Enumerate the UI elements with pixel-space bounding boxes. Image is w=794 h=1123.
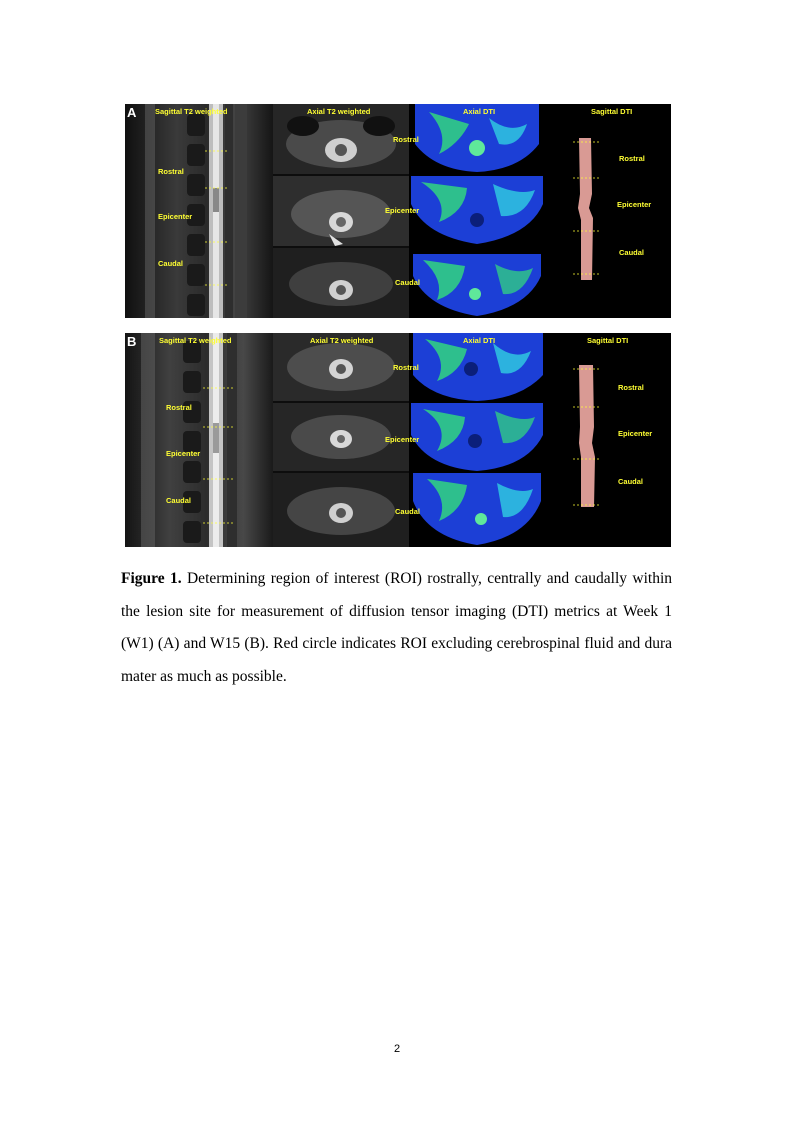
axial-dti-images [385, 104, 545, 318]
header-sagittal-t2: Sagittal T2 weighted [159, 336, 232, 345]
figure-panel-b [125, 333, 671, 547]
caption-text: Determining region of interest (ROI) rostrally, centrally and caudally within the lesion site for measurement of diffusion tensor imaging (DTI) metrics at Week 1 (W1) (A) and W15 (B). Red circle indicates ROI excluding cerebrospinal fluid and dura mater as much as possible. [121, 570, 673, 685]
header-axial-dti: Axial DTI [463, 107, 496, 116]
figure-caption [121, 563, 672, 693]
panel-letter: A [127, 105, 137, 120]
axial-dti-images [385, 333, 545, 547]
label-epicenter-axial: Epicenter [385, 435, 420, 444]
label-caudal-axial: Caudal [395, 507, 421, 516]
label-caudal: Caudal [158, 259, 184, 268]
page-number: 2 [393, 1043, 401, 1055]
label-epicenter-sdti: Epicenter [618, 429, 653, 438]
caption-label: Figure 1. [121, 570, 182, 587]
sagittal-t2-image [125, 333, 273, 547]
label-epicenter-axial: Epicenter [385, 206, 420, 215]
label-rostral: Rostral [166, 403, 192, 412]
label-epicenter: Epicenter [166, 449, 201, 458]
label-rostral-sdti: Rostral [619, 154, 645, 163]
figure-panel-a [125, 104, 671, 318]
header-sagittal-dti: Sagittal DTI [591, 107, 633, 116]
label-caudal: Caudal [166, 496, 192, 505]
label-caudal-sdti: Caudal [618, 477, 644, 486]
header-sagittal-dti: Sagittal DTI [587, 336, 629, 345]
label-epicenter-sdti: Epicenter [617, 200, 652, 209]
label-rostral-sdti: Rostral [618, 383, 644, 392]
header-axial-t2: Axial T2 weighted [307, 107, 371, 116]
label-rostral: Rostral [158, 167, 184, 176]
panel-letter: B [127, 334, 137, 349]
header-sagittal-t2: Sagittal T2 weighted [155, 107, 228, 116]
label-rostral-axial: Rostral [393, 363, 419, 372]
label-caudal-axial: Caudal [395, 278, 421, 287]
sagittal-dti-image [545, 104, 671, 318]
header-axial-t2: Axial T2 weighted [310, 336, 374, 345]
label-rostral-axial: Rostral [393, 135, 419, 144]
label-epicenter: Epicenter [158, 212, 193, 221]
sagittal-t2-image [125, 104, 273, 318]
label-caudal-sdti: Caudal [619, 248, 645, 257]
header-axial-dti: Axial DTI [463, 336, 496, 345]
sagittal-dti-image [545, 333, 671, 547]
